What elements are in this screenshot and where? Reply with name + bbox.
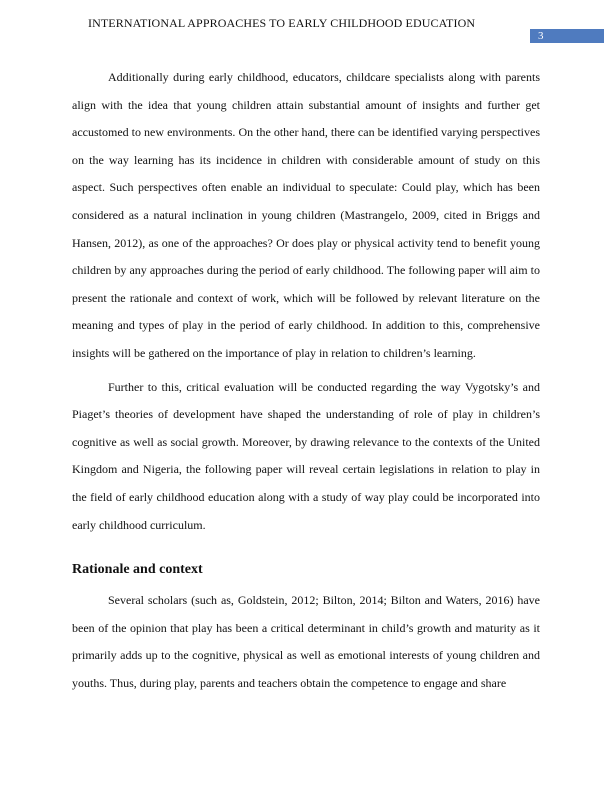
document-body xyxy=(72,64,540,697)
running-head: INTERNATIONAL APPROACHES TO EARLY CHILDHOOD EDUCATION xyxy=(88,16,476,30)
section-paragraph: Several scholars (such as, Goldstein, 2012; Bilton, 2014; Bilton and Waters, 2016) have been of the opinion that play has been a critical determinant in child’s growth and maturity as it primarily adds up to the cognitive, physical as well as emotional interests of young children and youths. Thus, during play, parents and teachers obtain the competence to engage and share xyxy=(72,593,540,690)
intro-paragraph-2: Further to this, critical evaluation will be conducted regarding the way Vygotsky’s and Piaget’s theories of development have shaped the understanding of role of play in children’s cognitive as well as social growth. Moreover, by drawing relevance to the contexts of the United Kingdom and Nigeria, the following paper will reveal certain legislations in relation to play in the field of early childhood education along with a study of way play could be incorporated into early childhood curriculum. xyxy=(72,379,540,532)
page-number: 3 xyxy=(530,29,604,43)
intro-paragraph-1: Additionally during early childhood, educators, childcare specialists along with parents align with the idea that young children attain substantial amount of insights and further get accustomed to new environments. On the other hand, there can be identified varying perspectives on the way learning has its incidence in children with considerable amount of study on this aspect. Such perspectives often enable an individual to speculate: Could play, which has been considered as a natural inclination in young children (Mastrangelo, 2009, cited in Briggs and Hansen, 2012), as one of the approaches? Or does play or physical activity tend to benefit young children by any approaches during the period of early childhood. The following paper will aim to present the rationale and context of work, which will be followed by relevant literature on the meaning and types of play in the period of early childhood. In addition to this, comprehensive insights will be gathered on the importance of play in relation to children’s learning. xyxy=(72,70,540,360)
section-heading: Rationale and context xyxy=(72,562,203,578)
